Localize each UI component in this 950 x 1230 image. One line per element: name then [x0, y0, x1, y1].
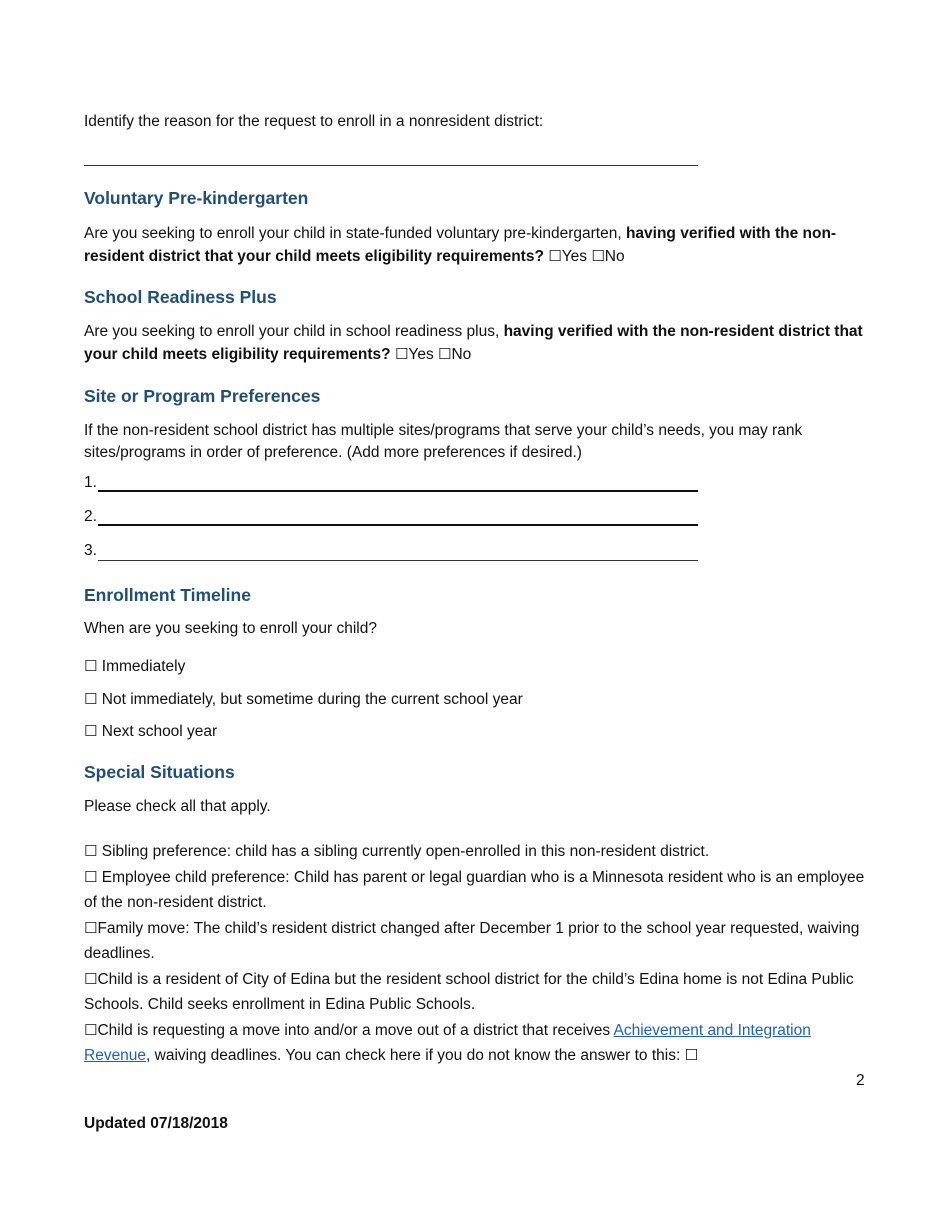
updated-date: Updated 07/18/2018 — [84, 1115, 228, 1132]
timeline-immediately-checkbox[interactable]: ☐ — [84, 657, 98, 675]
srp-yes-label: Yes — [408, 346, 434, 363]
preference-2-line[interactable] — [98, 524, 698, 526]
timeline-next-year-label: Next school year — [101, 723, 218, 740]
srp-question-text: Are you seeking to enroll your child in school readiness plus, — [84, 323, 504, 340]
site-instructions: If the non-resident school district has multiple sites/programs that serve your child’s needs, you may rank sites/programs in order of preference. (Add more preferences if desired.) — [84, 422, 803, 461]
timeline-current-year-checkbox[interactable]: ☐ — [84, 690, 98, 708]
vpk-question — [84, 223, 874, 268]
family-move-checkbox[interactable]: ☐ — [84, 918, 98, 937]
integration-tail: , waiving deadlines. You can check here if you do not know the answer to this: — [146, 1047, 685, 1064]
page-number: 2 — [856, 1072, 865, 1089]
srp-no-label: No — [451, 346, 472, 363]
preference-1-number: 1. — [84, 474, 97, 491]
timeline-next-year-checkbox[interactable]: ☐ — [84, 722, 98, 740]
reason-answer-line[interactable] — [84, 165, 698, 166]
site-heading: Site or Program Preferences — [84, 386, 321, 406]
edina-checkbox[interactable]: ☐ — [84, 969, 98, 988]
timeline-current-year-label: Not immediately, but sometime during the current school year — [101, 691, 523, 708]
family-move-label: Family move: The child’s resident district changed after December 1 prior to the school year requested, waiving deadlines. — [84, 919, 860, 962]
vpk-heading: Voluntary Pre-kindergarten — [84, 188, 309, 208]
timeline-option-next-year — [84, 720, 217, 743]
employee-label: Employee child preference: Child has parent or legal guardian who is a Minnesota resident who is an employee of the non-resident district. — [84, 868, 865, 911]
employee-checkbox[interactable]: ☐ — [84, 867, 98, 886]
achievement-integration-link[interactable]: Achievement and Integration Revenue — [84, 1021, 811, 1064]
special-situations-list — [84, 839, 874, 1069]
special-item-family-move — [84, 916, 874, 967]
integration-label: Child is requesting a move into and/or a move out of a district that receives — [97, 1021, 614, 1039]
preference-1-line[interactable] — [98, 490, 698, 492]
timeline-immediately-label: Immediately — [101, 658, 186, 675]
preference-2-number: 2. — [84, 508, 97, 525]
srp-yes-checkbox[interactable]: ☐ — [394, 345, 409, 363]
vpk-yes-label: Yes — [561, 248, 587, 265]
reason-prompt: Identify the reason for the request to enroll in a nonresident district: — [84, 113, 544, 130]
timeline-question: When are you seeking to enroll your child? — [84, 620, 377, 637]
sibling-label: Sibling preference: child has a sibling currently open-enrolled in this non-resident district. — [97, 843, 710, 860]
edina-label: Child is a resident of City of Edina but the resident school district for the child’s Edina home is not Edina Public Schools. Child seeks enrollment in Edina Public Schools. — [84, 970, 854, 1013]
vpk-no-label: No — [604, 248, 625, 265]
srp-no-checkbox[interactable]: ☐ — [438, 345, 452, 363]
timeline-option-current-year — [84, 688, 523, 711]
srp-question-bold: having verified with the non-resident district that your child meets eligibility requirements? — [84, 323, 863, 363]
special-instruction: Please check all that apply. — [84, 798, 271, 815]
vpk-question-bold: having verified with the non-resident district that your child meets eligibility requirements? — [84, 225, 837, 265]
vpk-yes-checkbox[interactable]: ☐ — [548, 247, 562, 265]
srp-question — [84, 321, 874, 366]
srp-heading: School Readiness Plus — [84, 287, 277, 307]
special-item-employee — [84, 865, 874, 916]
sibling-checkbox[interactable]: ☐ — [84, 842, 98, 860]
special-heading: Special Situations — [84, 762, 235, 782]
special-item-edina — [84, 967, 874, 1018]
timeline-option-immediately — [84, 655, 185, 678]
vpk-no-checkbox[interactable]: ☐ — [591, 247, 605, 265]
special-item-sibling — [84, 839, 874, 865]
preference-3-number: 3. — [84, 542, 97, 559]
special-item-integration — [84, 1018, 874, 1069]
vpk-question-text: Are you seeking to enroll your child in state-funded voluntary pre-kindergarten, — [84, 225, 626, 242]
preference-3-line[interactable] — [98, 560, 698, 561]
integration-checkbox[interactable]: ☐ — [84, 1020, 98, 1039]
timeline-heading: Enrollment Timeline — [84, 585, 251, 605]
unknown-answer-checkbox[interactable]: ☐ — [684, 1046, 699, 1064]
